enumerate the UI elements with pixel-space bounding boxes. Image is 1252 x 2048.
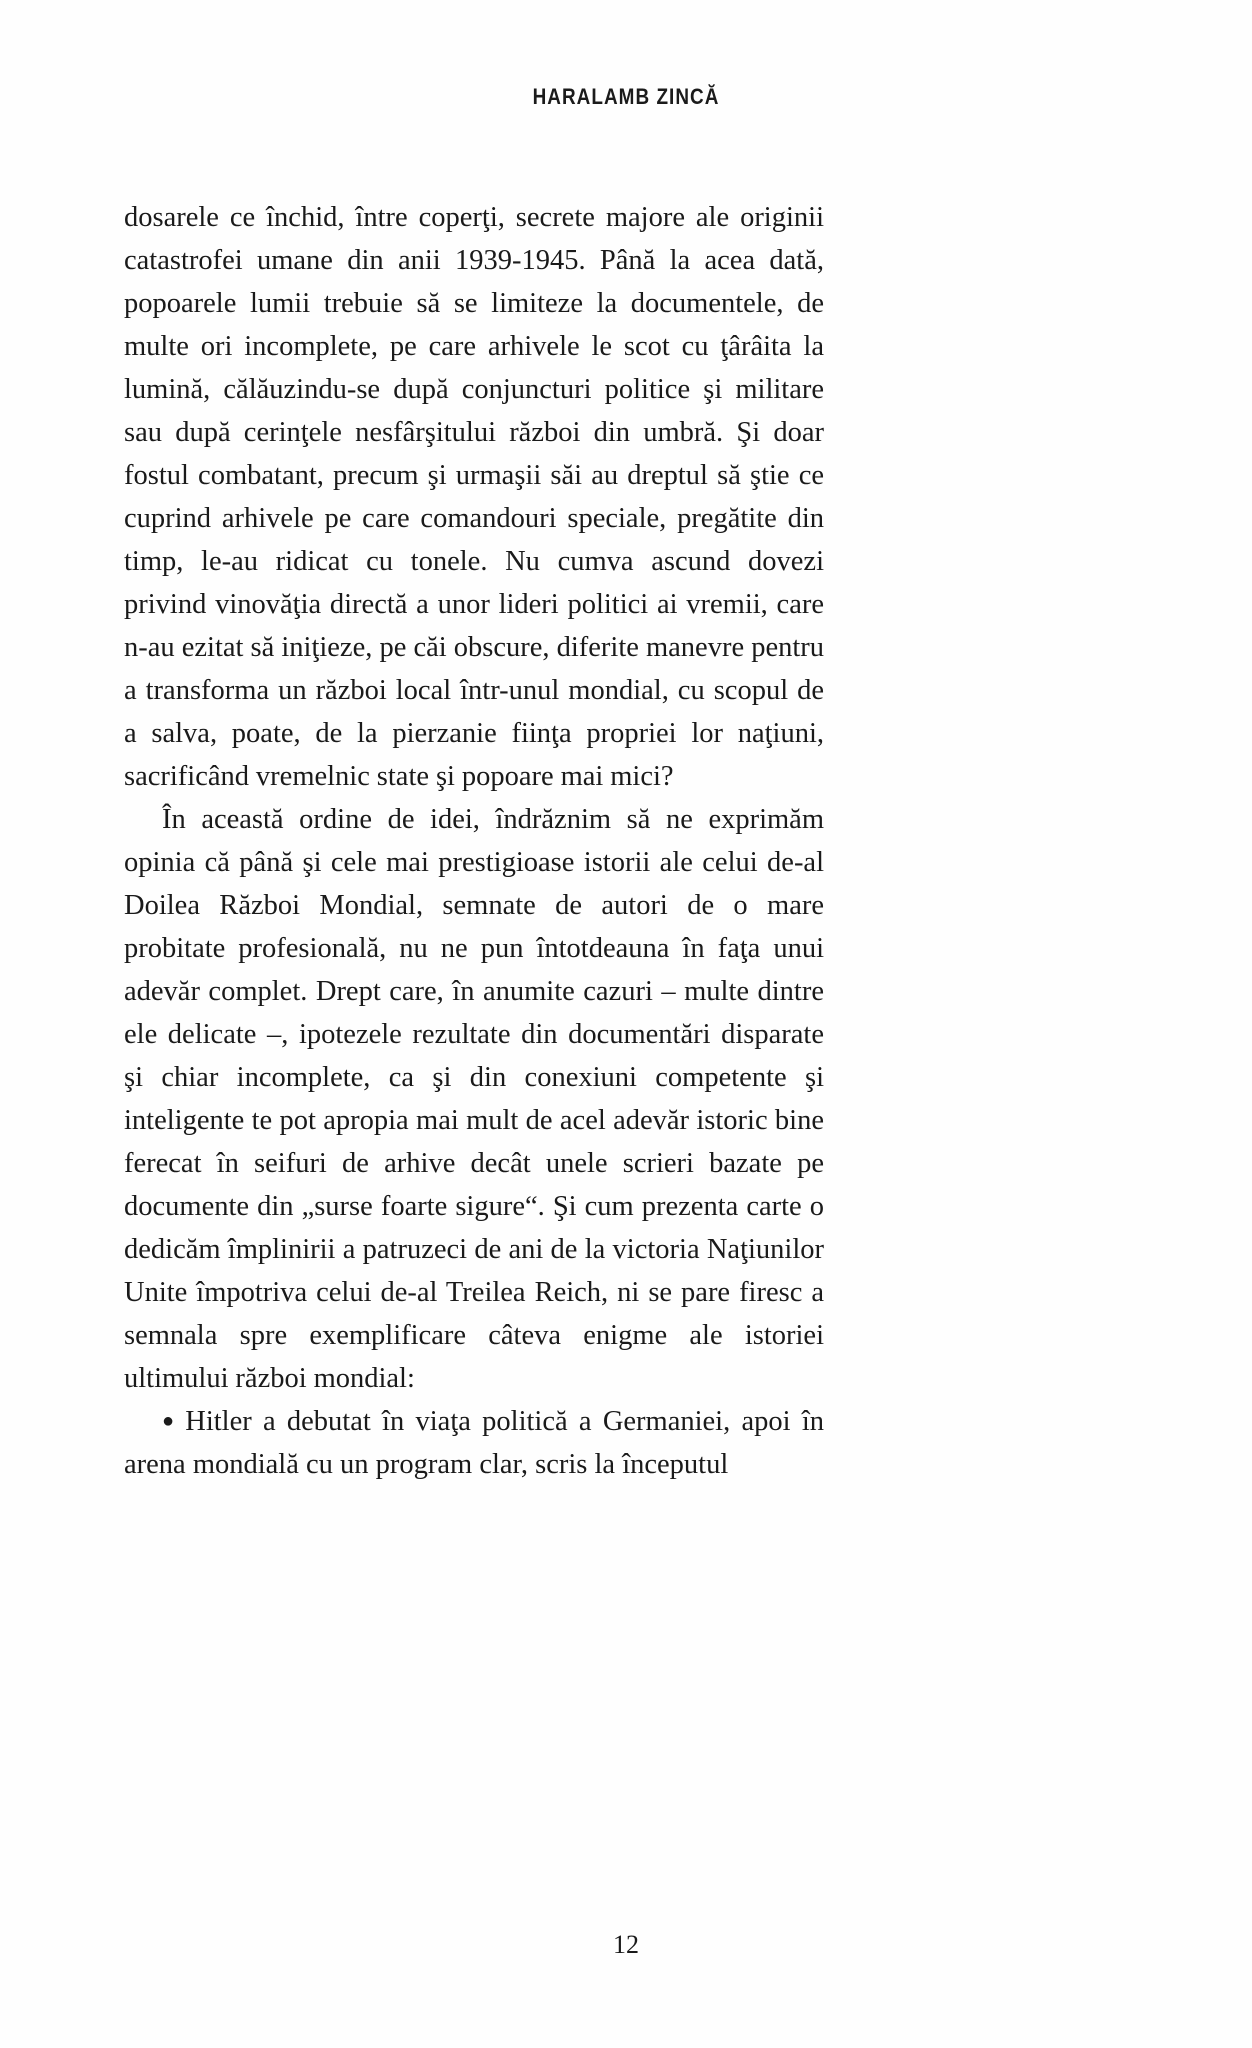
paragraph-in-aceasta-ordine: În această ordine de idei, îndrăznim să ne exprimăm opinia că până şi cele mai prestigioase istorii ale celui de-al Doilea Război Mondial, semnate de autori de o mare probitate profesională, nu ne pun întotdeauna în faţa unui adevăr complet. Drept care, în anumite cazuri – multe dintre ele delicate –, ipotezele rezultate din documentări disparate şi chiar incomplete, ca şi din conexiuni competente şi inteligente te pot apropia mai mult de acel adevăr istoric bine ferecat în seifuri de arhive decât unele scrieri bazate pe documente din „surse foarte sigure“. Şi cum prezenta carte o dedicăm împlinirii a patruzeci de ani de la victoria Naţiunilor Unite împotriva celui de-al Treilea Reich, ni se pare firesc a semnala spre exemplificare câteva enigme ale istoriei ultimului război mondial: [124,804,824,1394]
paragraph-continued: dosarele ce închid, între coperţi, secrete majore ale originii catastrofei umane din anii 1939-1945. Până la acea dată, popoarele lumii trebuie să se limiteze la documentele, de multe ori incomplete, pe care arhivele le scot cu ţârâita la lumină, călăuzindu-se după conjuncturi politice şi militare sau după cerinţele nesfârşitului război din umbră. Şi doar fostul combatant, precum şi urmaşii săi au dreptul să ştie ce cuprind arhivele pe care comandouri speciale, pregătite din timp, le-au ridicat cu tonele. Nu cumva ascund dovezi privind vinovăţia directă a unor lideri politici ai vremii, care n-au ezitat să iniţieze, pe căi obscure, diferite manevre pentru a transforma un război local într-unul mondial, cu scopul de a salva, poate, de la pierzanie fiinţa propriei lor naţiuni, sacrificând vremelnic state şi popoare mai mici? [124,202,824,792]
running-head: HARALAMB ZINCĂ [532,84,720,109]
text-block [124,196,824,1486]
bullet-hitler-text: Hitler a debutat în viaţa politică a Germaniei, apoi în arena mondială cu un program clar, scris la începutul [124,1406,824,1481]
bullet-point-icon: ● [162,1410,179,1432]
page-number: 12 [613,1930,639,1959]
bullet-hitler [124,1400,824,1486]
